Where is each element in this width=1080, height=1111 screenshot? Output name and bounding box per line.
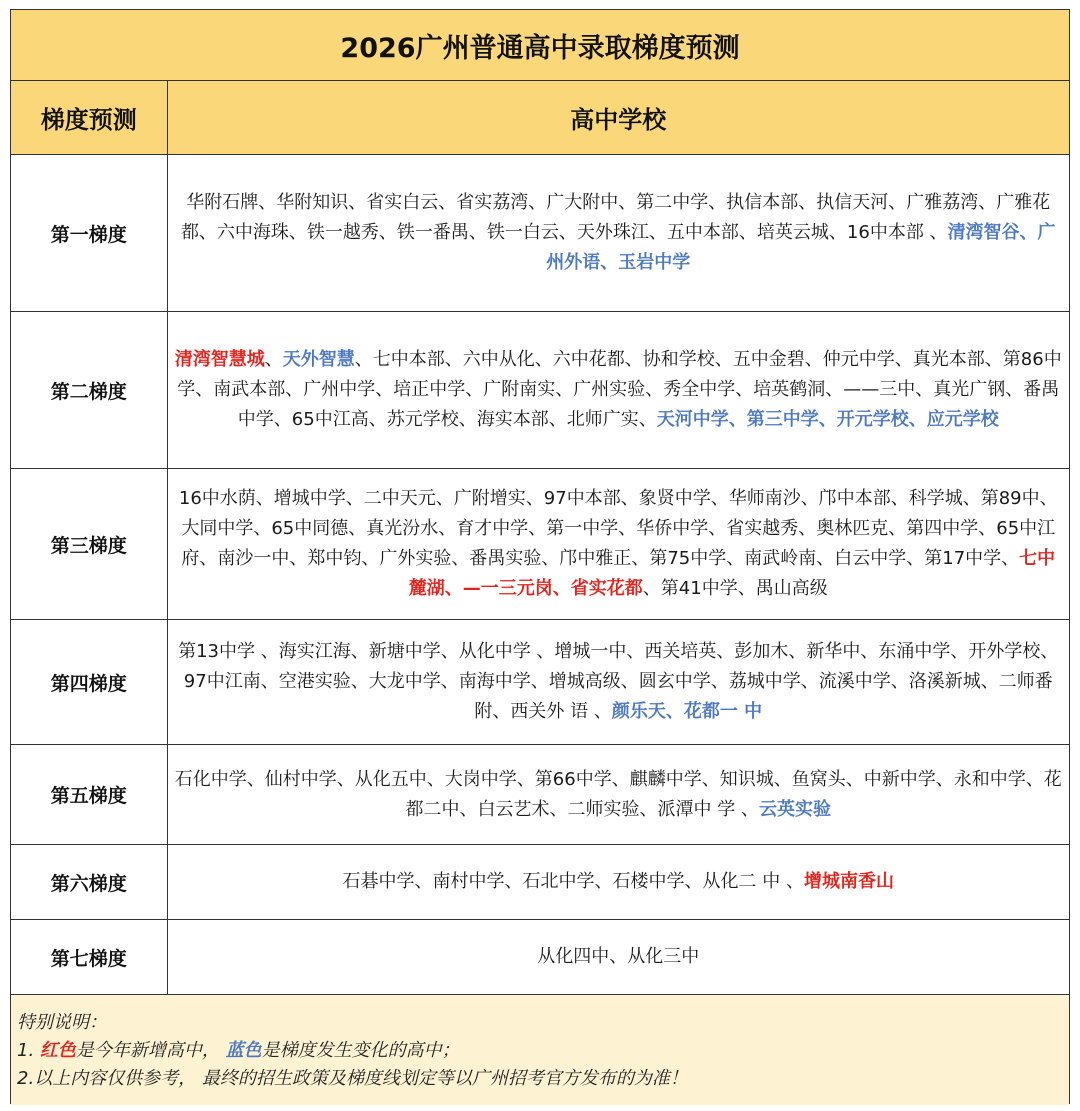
tier-schools	[167, 312, 1069, 469]
tier-name: 第四梯度	[11, 620, 167, 745]
tier-row	[11, 469, 1069, 620]
tier-schools	[167, 745, 1069, 845]
tier-name: 第二梯度	[11, 312, 167, 469]
notes-heading: 特别说明：	[17, 1012, 107, 1033]
changed-school-segment: 天河中学、第三中学、开元学校、应元学校	[656, 409, 999, 430]
table-header-row	[11, 81, 1069, 155]
tier-name: 第七梯度	[11, 920, 167, 995]
special-notes	[11, 995, 1069, 1105]
tier-name: 第一梯度	[11, 155, 167, 312]
tier-schools	[167, 845, 1069, 920]
tier-schools	[167, 469, 1069, 620]
tier-row	[11, 312, 1069, 469]
changed-school-segment: 颜乐天、花都一 中	[611, 701, 763, 722]
school-segment: 、七中本部、六中从化、六中花都、协和学校、五中金碧、仲元中学、真光本部、第86中学、南武本部、广州中学、培正中学、广附南实、广州实验、秀全中学、培英鹤洞、——三中、真光广钢、番禺中学、65中江高、苏元学校、海实本部、北师广实、	[177, 349, 1062, 430]
changed-school-segment: 天外智慧	[282, 349, 355, 370]
tier-row	[11, 920, 1069, 995]
new-school-segment: 增城南香山	[803, 871, 894, 892]
new-school-segment: 七中麓湖、—一三元岗、省实花都	[408, 548, 1056, 599]
notes-line-1-suffix: 是梯度发生变化的高中；	[261, 1040, 460, 1061]
school-segment: 石碁中学、南村中学、石北中学、石楼中学、从化二 中 、	[342, 871, 804, 892]
tier-column-header: 梯度预测	[11, 81, 167, 155]
school-column-header: 高中学校	[167, 81, 1069, 155]
school-segment: 16中水荫、增城中学、二中天元、广附增实、97中本部、象贤中学、华师南沙、邝中本部、科学城、第89中、大同中学、65中同德、真光汾水、育才中学、第一中学、华侨中学、省实越秀、奥林匹克、第四中学、65中江府、南沙一中、郑中钧、广外实验、番禺实验、邝中雅正、第75中学、南武岭南、白云中学、第17中学、	[178, 488, 1058, 569]
school-segment: 、第41中学、禺山高级	[642, 578, 828, 599]
tier-table	[11, 81, 1069, 995]
tier-name: 第五梯度	[11, 745, 167, 845]
new-school-segment: 清湾智慧城	[174, 349, 265, 370]
tier-row	[11, 745, 1069, 845]
changed-school-segment: 云英实验	[758, 798, 831, 820]
school-segment: 华附石牌、华附知识、省实白云、省实荔湾、广大附中、第二中学、执信本部、执信天河、广雅荔湾、广雅花都、六中海珠、铁一越秀、铁一番禺、铁一白云、天外珠江、五中本部、培英云城、16中本部 、	[180, 192, 1051, 243]
notes-blue-label: 蓝色	[225, 1040, 262, 1061]
tier-schools	[167, 155, 1069, 312]
prediction-table-frame	[10, 9, 1070, 1104]
school-segment: 石化中学、仙村中学、从化五中、大岗中学、第66中学、麒麟中学、知识城、鱼窝头、中新中学、永和中学、花都二中、白云艺术、二师实验、派潭中 学 、	[174, 768, 1062, 820]
tier-row	[11, 155, 1069, 312]
notes-line-1	[17, 1037, 1069, 1065]
notes-line-1-mid: 是今年新增高中，	[75, 1040, 226, 1061]
tier-schools	[167, 920, 1069, 995]
tier-row	[11, 845, 1069, 920]
page-title: 2026广州普通高中录取梯度预测	[11, 10, 1069, 81]
school-segment: 第13中学 、海实江海、新塘中学、从化中学 、增城一中、西关培英、彭加木、新华中、东涌中学、开外学校、97中江南、空港实验、大龙中学、南海中学、增城高级、圆玄中学、荔城中学、流溪中学、洛溪新城、二师番附、西关外 语 、	[178, 641, 1059, 722]
changed-school-segment: 清湾智谷、广州外语、玉岩中学	[546, 222, 1056, 273]
notes-line-2: 2.以上内容仅供参考， 最终的招生政策及梯度线划定等以广州招考官方发布的为准！	[17, 1068, 688, 1089]
tier-row	[11, 620, 1069, 745]
school-segment: 、	[264, 349, 283, 370]
notes-red-label: 红色	[39, 1040, 76, 1061]
tier-table-body	[11, 155, 1069, 995]
school-segment: 从化四中、从化三中	[537, 946, 700, 967]
notes-line-1-prefix: 1.	[17, 1040, 40, 1061]
tier-name: 第六梯度	[11, 845, 167, 920]
tier-name: 第三梯度	[11, 469, 167, 620]
tier-schools	[167, 620, 1069, 745]
